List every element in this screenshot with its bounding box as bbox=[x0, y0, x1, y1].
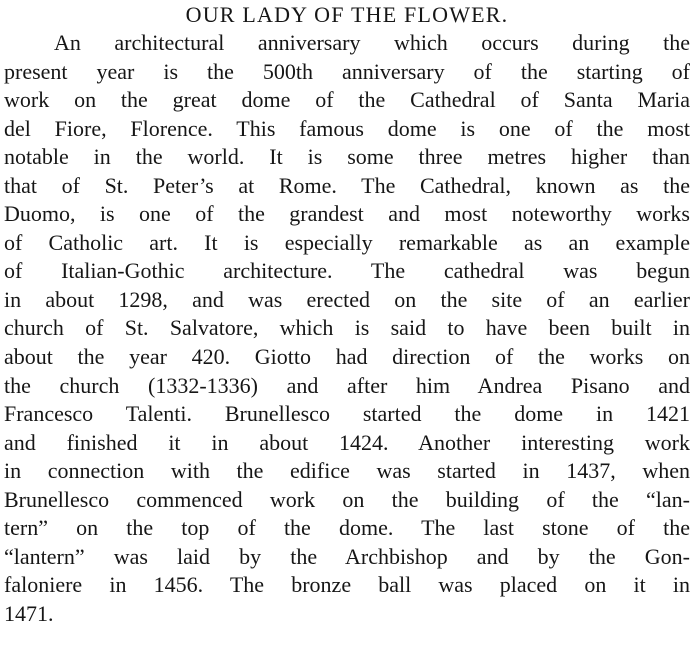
body-line: of Italian-Gothic architecture. The cathedral was begun bbox=[4, 258, 690, 284]
body-line: notable in the world. It is some three metres higher than bbox=[4, 144, 690, 170]
body-line: about the year 420. Giotto had direction of the works on bbox=[4, 344, 690, 370]
body-line: An architectural anniversary which occurs during the bbox=[54, 30, 690, 55]
body-line: del Fiore, Florence. This famous dome is one of the most bbox=[4, 115, 690, 141]
body-line: in about 1298, and was erected on the site of an earlier bbox=[4, 286, 690, 312]
body-line: Francesco Talenti. Brunellesco started the dome in 1421 bbox=[4, 401, 690, 427]
body-line: tern” on the top of the dome. The last stone of the bbox=[4, 515, 690, 541]
body-line: faloniere in 1456. The bronze ball was placed on it in bbox=[4, 572, 690, 598]
body-line: church of St. Salvatore, which is said to have been built in bbox=[4, 315, 690, 341]
body-line: that of St. Peter’s at Rome. The Cathedral, known as the bbox=[4, 172, 690, 198]
body-line: Duomo, is one of the grandest and most noteworthy works bbox=[4, 201, 690, 227]
body-line: work on the great dome of the Cathedral of Santa Maria bbox=[4, 87, 690, 113]
article-body bbox=[4, 29, 690, 628]
body-line: and finished it in about 1424. Another interesting work bbox=[4, 429, 690, 455]
body-line: 1471. bbox=[4, 600, 54, 626]
body-line: in connection with the edifice was started in 1437, when bbox=[4, 458, 690, 484]
body-line: of Catholic art. It is especially remarkable as an example bbox=[4, 229, 690, 255]
body-line: present year is the 500th anniversary of the starting of bbox=[4, 58, 690, 84]
body-line: Brunellesco commenced work on the building of the “lan- bbox=[4, 486, 690, 512]
body-line: “lantern” was laid by the Archbishop and by the Gon- bbox=[4, 543, 690, 569]
article-title: OUR LADY OF THE FLOWER. bbox=[185, 2, 509, 27]
body-line: the church (1332-1336) and after him Andrea Pisano and bbox=[4, 372, 690, 398]
